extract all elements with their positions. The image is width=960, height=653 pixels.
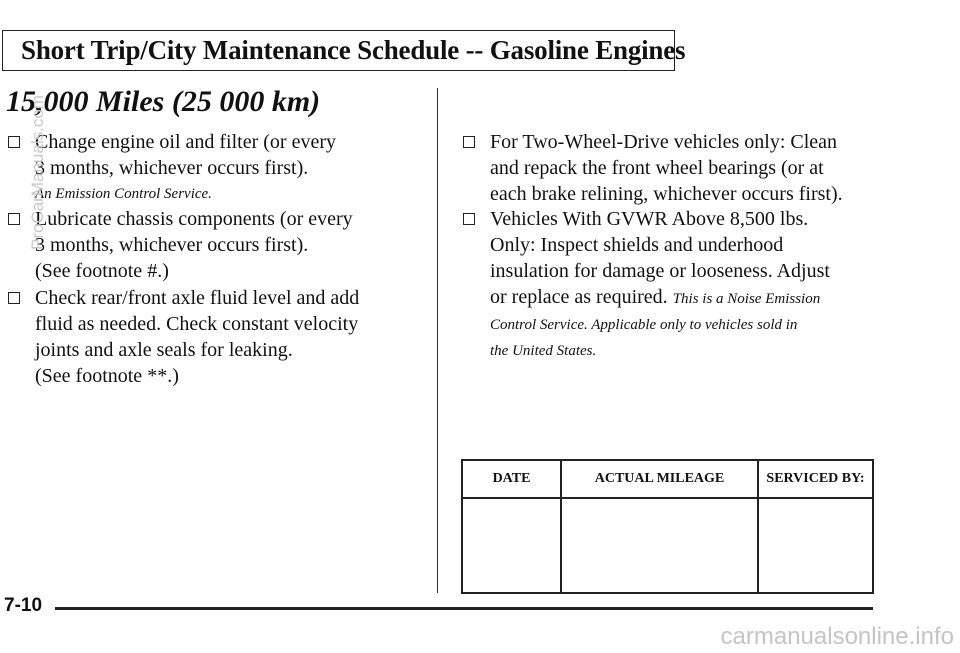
item-line: Only: Inspect shields and underhood xyxy=(490,234,784,256)
item-line: Change engine oil and filter (or every xyxy=(35,131,336,153)
item-line: each brake relining, whichever occurs first). xyxy=(490,183,843,205)
page-title: Short Trip/City Maintenance Schedule -- Gasoline Engines xyxy=(2,30,675,71)
checklist-item-gvwr-shields xyxy=(463,206,830,364)
table-row xyxy=(462,498,873,593)
service-record-table xyxy=(461,459,874,594)
date-cell[interactable] xyxy=(462,498,561,593)
item-line: or replace as required. xyxy=(490,286,668,308)
item-line: (See footnote **.) xyxy=(35,365,179,387)
watermark: ProCarManuals.com xyxy=(28,95,47,250)
checklist-item-engine-oil xyxy=(8,129,336,207)
serviced-by-cell[interactable] xyxy=(758,498,873,593)
noise-emission-note-continued: the United States. xyxy=(490,343,597,359)
checklist-item-chassis xyxy=(8,206,353,284)
item-line: fluid as needed. Check constant velocity xyxy=(35,313,359,335)
noise-emission-note-continued: Control Service. Applicable only to vehicles sold in xyxy=(490,317,798,333)
item-line: insulation for damage or looseness. Adjust xyxy=(490,260,830,282)
table-header-date: DATE xyxy=(462,460,561,498)
column-divider xyxy=(437,88,438,593)
item-line: and repack the front wheel bearings (or at xyxy=(490,157,824,179)
table-header-mileage: ACTUAL MILEAGE xyxy=(561,460,758,498)
checkbox-icon xyxy=(463,136,475,148)
mileage-heading: 15,000 Miles (25 000 km) xyxy=(6,85,321,118)
item-line: For Two-Wheel-Drive vehicles only: Clean xyxy=(490,131,838,153)
table-header-row xyxy=(462,460,873,498)
emission-note: An Emission Control Service. xyxy=(35,186,212,202)
item-line: 3 months, whichever occurs first). xyxy=(35,157,309,179)
page-number: 7-10 xyxy=(4,595,43,616)
item-line: Check rear/front axle fluid level and add xyxy=(35,287,360,309)
footer-rule xyxy=(55,607,873,610)
checkbox-icon xyxy=(8,136,20,148)
checklist-item-axle-fluid xyxy=(8,285,359,389)
checkbox-icon xyxy=(8,213,20,225)
site-watermark: carmanualsonline.info xyxy=(720,623,954,650)
checkbox-icon xyxy=(8,292,20,304)
checklist-item-wheel-bearings xyxy=(463,129,843,207)
mileage-cell[interactable] xyxy=(561,498,758,593)
item-line: Vehicles With GVWR Above 8,500 lbs. xyxy=(490,208,809,230)
noise-emission-note: This is a Noise Emission xyxy=(672,291,821,307)
item-line: Lubricate chassis components (or every xyxy=(35,208,353,230)
table-header-serviced-by: SERVICED BY: xyxy=(758,460,873,498)
item-line: joints and axle seals for leaking. xyxy=(35,339,293,361)
checkbox-icon xyxy=(463,213,475,225)
item-line-with-note xyxy=(490,284,830,312)
item-line: (See footnote #.) xyxy=(35,260,169,282)
item-line: 3 months, whichever occurs first). xyxy=(35,234,309,256)
